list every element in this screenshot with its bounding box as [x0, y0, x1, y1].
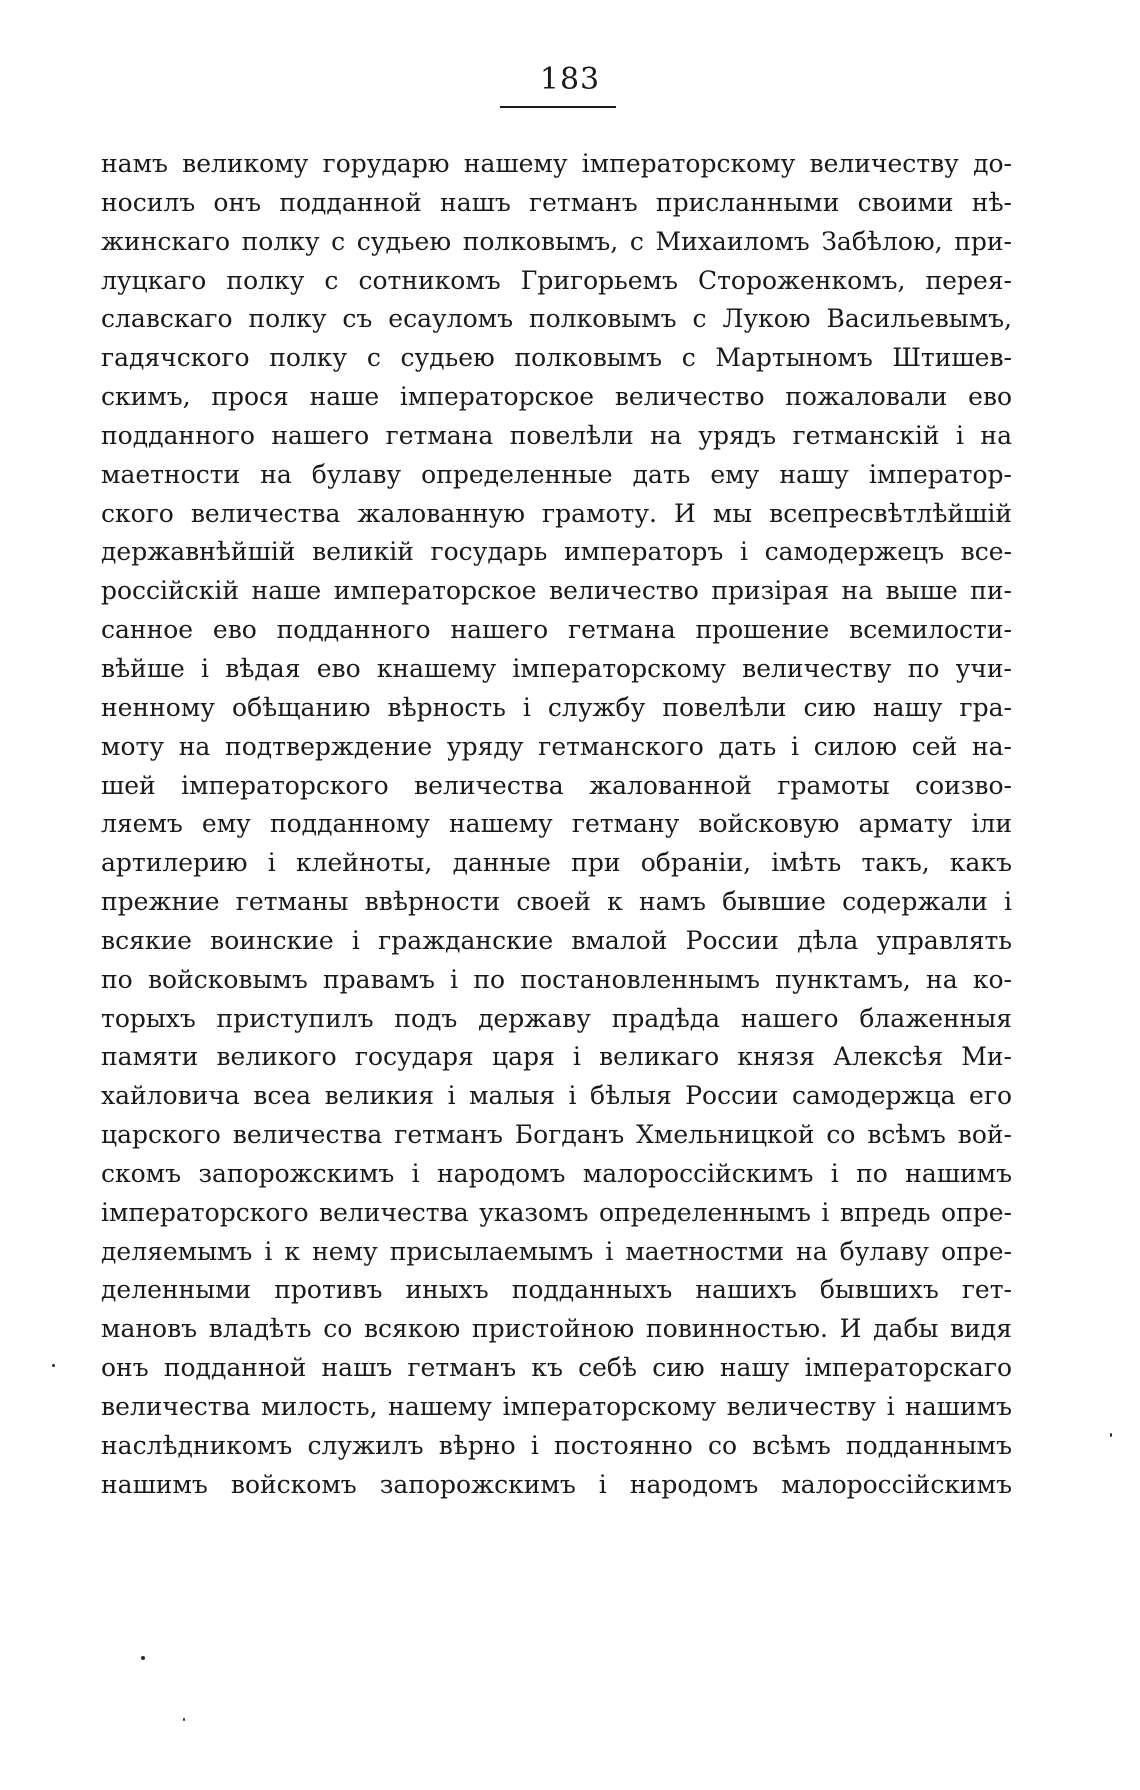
text-line: жинскаго полку с судьею полковымъ, с Михаиломъ Забѣлою, при-	[101, 226, 1012, 256]
text-line: скомъ запорожскимъ і народомъ малороссійскимъ і по нашимъ	[101, 1158, 1012, 1188]
text-line: величества милость, нашему імператорскому величеству і нашимъ	[101, 1392, 1012, 1421]
text-line: по войсковымъ правамъ і по постановленнымъ пунктамъ, на ко-	[101, 964, 1012, 994]
text-line: імператорского величества указомъ определеннымъ і впредь опре-	[101, 1197, 1012, 1227]
text-line: онъ подданной нашъ гетманъ къ себѣ сию нашу імператорскаго	[101, 1353, 1012, 1383]
scan-speck	[141, 1656, 145, 1660]
text-line: россійскій наше императорское величество призiрая на выше пи-	[101, 576, 1012, 606]
text-line: моту на подтверждение уряду гетманского дать і силою сей на-	[101, 731, 1012, 761]
text-line: маетности на булаву определенные дать ему нашу імператор-	[101, 459, 1012, 489]
text-line: наслѣдникомъ служилъ вѣрно і постоянно со всѣмъ подданнымъ	[101, 1430, 1012, 1460]
scan-speck	[52, 1364, 55, 1367]
text-line: вѣйше і вѣдая ево кнашему імператорскому величеству по учи-	[101, 653, 1012, 683]
scan-speck	[183, 1718, 185, 1721]
text-line: деленными противъ иныхъ подданныхъ нашихъ бывшихъ гет-	[101, 1275, 1012, 1305]
text-line: всякие воинские і гражданские вмалой России дѣла управлять	[101, 925, 1012, 955]
text-line: славскаго полку съ есауломъ полковымъ с Лукою Васильевымъ,	[101, 304, 1012, 334]
text-line: ляемъ ему подданному нашему гетману войсковую армату іли	[101, 809, 1012, 839]
text-line: державнѣйшій великій государь императоръ і самодержецъ все-	[101, 537, 1012, 567]
text-line: торыхъ приступилъ подъ державу прадѣда нашего блаженныя	[101, 1003, 1012, 1033]
text-line: носилъ онъ подданной нашъ гетманъ присланными своими нѣ-	[101, 187, 1012, 217]
text-line: деляемымъ і к нему присылаемымъ і маетностми на булаву опре-	[101, 1236, 1012, 1266]
text-line: нашимъ войскомъ запорожскимъ і народомъ малороссійскимъ	[101, 1469, 1012, 1499]
text-line: гадячского полку с судьею полковымъ с Мартыномъ Штишев-	[101, 343, 1012, 373]
text-line: ненному обѣщанию вѣрность і службу повелѣли сию нашу гра-	[101, 692, 1012, 722]
body-text	[101, 145, 1012, 1505]
text-line: луцкаго полку с сотникомъ Григорьемъ Стороженкомъ, перея-	[101, 265, 1012, 295]
text-line: артилерию і клейноты, данные при обранiи, імѣть такъ, какъ	[101, 848, 1012, 878]
text-line: царского величества гетманъ Богданъ Хмельницкой со всѣмъ вой-	[101, 1120, 1012, 1150]
text-line: санное ево подданного нашего гетмана прошение всемилости-	[101, 615, 1012, 645]
text-line: мановъ владѣть со всякою пристойною повинностью. И дабы видя	[101, 1314, 1012, 1344]
scan-speck	[1110, 1433, 1112, 1437]
text-line: ского величества жалованную грамоту. И мы всепресвѣтлѣйшій	[101, 498, 1012, 528]
text-line: намъ великому горударю нашему імператорскому величеству до-	[101, 149, 1012, 178]
page-number-rule	[500, 106, 616, 108]
text-line: хайловича всеа великия і малыя і бѣлыя России самодержца его	[101, 1081, 1012, 1111]
text-line: прежние гетманы ввѣрности своей к намъ бывшие содержали і	[101, 887, 1012, 917]
page-number: 183	[539, 62, 601, 97]
text-line: подданного нашего гетмана повелѣли на урядъ гетманскій і на	[101, 420, 1012, 450]
text-line: скимъ, прося наше імператорское величество пожаловали ево	[101, 382, 1012, 412]
text-line: памяти великого государя царя і великаго князя Алексѣя Ми-	[101, 1042, 1012, 1072]
text-line: шей імператорского величества жалованной грамоты соизво-	[101, 770, 1012, 800]
